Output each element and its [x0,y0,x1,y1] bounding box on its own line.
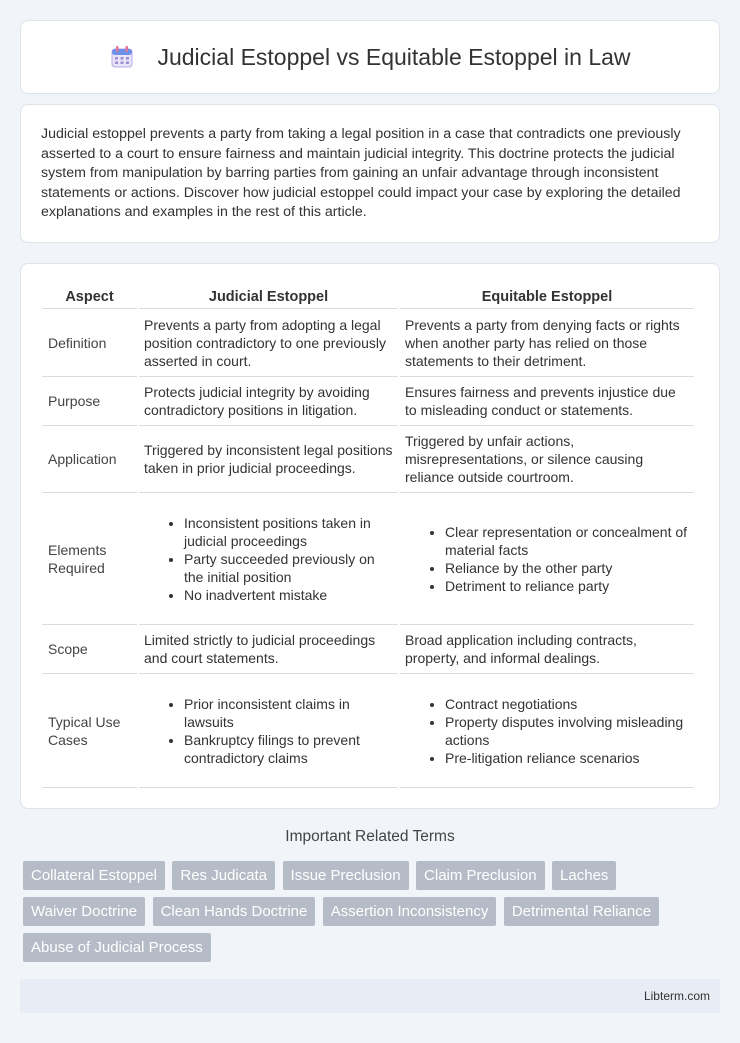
related-terms-tags [23,861,723,969]
page-header [20,20,720,94]
header-aspect: Aspect [42,284,137,309]
related-term-tag[interactable]: Collateral Estoppel [23,861,165,890]
row-aspect: Scope [42,625,137,674]
list-item: • Bankruptcy filings to prevent contradictory claims [184,731,393,767]
row-judicial: Limited strictly to judicial proceedings and court statements. [139,625,398,674]
related-terms-title: Important Related Terms [285,828,455,845]
footer-brand-link[interactable]: Libterm.com [643,989,710,1003]
row-aspect: Elements Required [42,493,137,625]
related-term-tag[interactable]: Claim Preclusion [416,861,545,890]
list-item: • Contract negotiations [445,695,689,713]
list-item: • Inconsistent positions taken in judicial proceedings [184,514,393,550]
list-item: • No inadvertent mistake [184,586,393,604]
page-title: Judicial Estoppel vs Equitable Estoppel in Law [157,43,631,70]
related-term-tag[interactable]: Issue Preclusion [283,861,409,890]
list-item: • Detriment to reliance party [445,577,689,595]
table-row [42,493,694,625]
row-equitable: Prevents a party from denying facts or rights when another party has relied on those statements to their detriment. [400,309,694,377]
table-header-row [42,284,694,309]
row-equitable: Broad application including contracts, property, and informal dealings. [400,625,694,674]
row-equitable: Ensures fairness and prevents injustice due to misleading conduct or statements. [400,377,694,426]
comparison-section [20,263,720,809]
related-term-tag[interactable]: Clean Hands Doctrine [153,897,316,926]
related-term-tag[interactable]: Abuse of Judicial Process [23,933,211,962]
header-judicial: Judicial Estoppel [139,284,398,309]
row-aspect: Typical Use Cases [42,674,137,788]
intro-text: Judicial estoppel prevents a party from taking a legal position in a case that contradicts one previously asserted to a court to ensure fairness and maintain judicial integrity. This doctrine protects the judicial system from manipulation by barring parties from gaining an unfair advantage through inconsistent statements or actions. Discover how judicial estoppel could impact your case by exploring the detailed explanations and examples in the rest of this article. [41,126,681,220]
table-row [42,674,694,788]
related-term-tag[interactable]: Assertion Inconsistency [323,897,497,926]
table-row [42,426,694,493]
related-term-tag[interactable]: Laches [552,861,616,890]
list-item: • Party succeeded previously on the initial position [184,550,393,586]
intro-section [20,104,720,243]
row-aspect: Application [42,426,137,493]
related-term-tag[interactable]: Waiver Doctrine [23,897,145,926]
footer [20,979,720,1013]
related-term-tag[interactable]: Res Judicata [172,861,275,890]
row-equitable [400,493,694,625]
bullet-list [405,523,689,595]
row-judicial: Protects judicial integrity by avoiding contradictory positions in litigation. [139,377,398,426]
header-equitable: Equitable Estoppel [400,284,694,309]
related-term-tag[interactable]: Detrimental Reliance [504,897,659,926]
row-equitable [400,674,694,788]
list-item: • Prior inconsistent claims in lawsuits [184,695,393,731]
bullet-list [144,514,393,604]
row-judicial [139,674,398,788]
row-judicial: Prevents a party from adopting a legal position contradictory to one previously asserted in court. [139,309,398,377]
calendar-icon [109,44,135,70]
row-aspect: Definition [42,309,137,377]
bullet-list [144,695,393,767]
row-aspect: Purpose [42,377,137,426]
table-row [42,309,694,377]
row-judicial [139,493,398,625]
list-item: • Property disputes involving misleading actions [445,713,689,749]
list-item: • Clear representation or concealment of material facts [445,523,689,559]
table-row [42,625,694,674]
row-judicial: Triggered by inconsistent legal positions taken in prior judicial proceedings. [139,426,398,493]
row-equitable: Triggered by unfair actions, misrepresentations, or silence causing reliance outside courtroom. [400,426,694,493]
list-item: • Reliance by the other party [445,559,689,577]
table-row [42,377,694,426]
bullet-list [405,695,689,767]
list-item: • Pre-litigation reliance scenarios [445,749,689,767]
comparison-table [40,284,696,788]
